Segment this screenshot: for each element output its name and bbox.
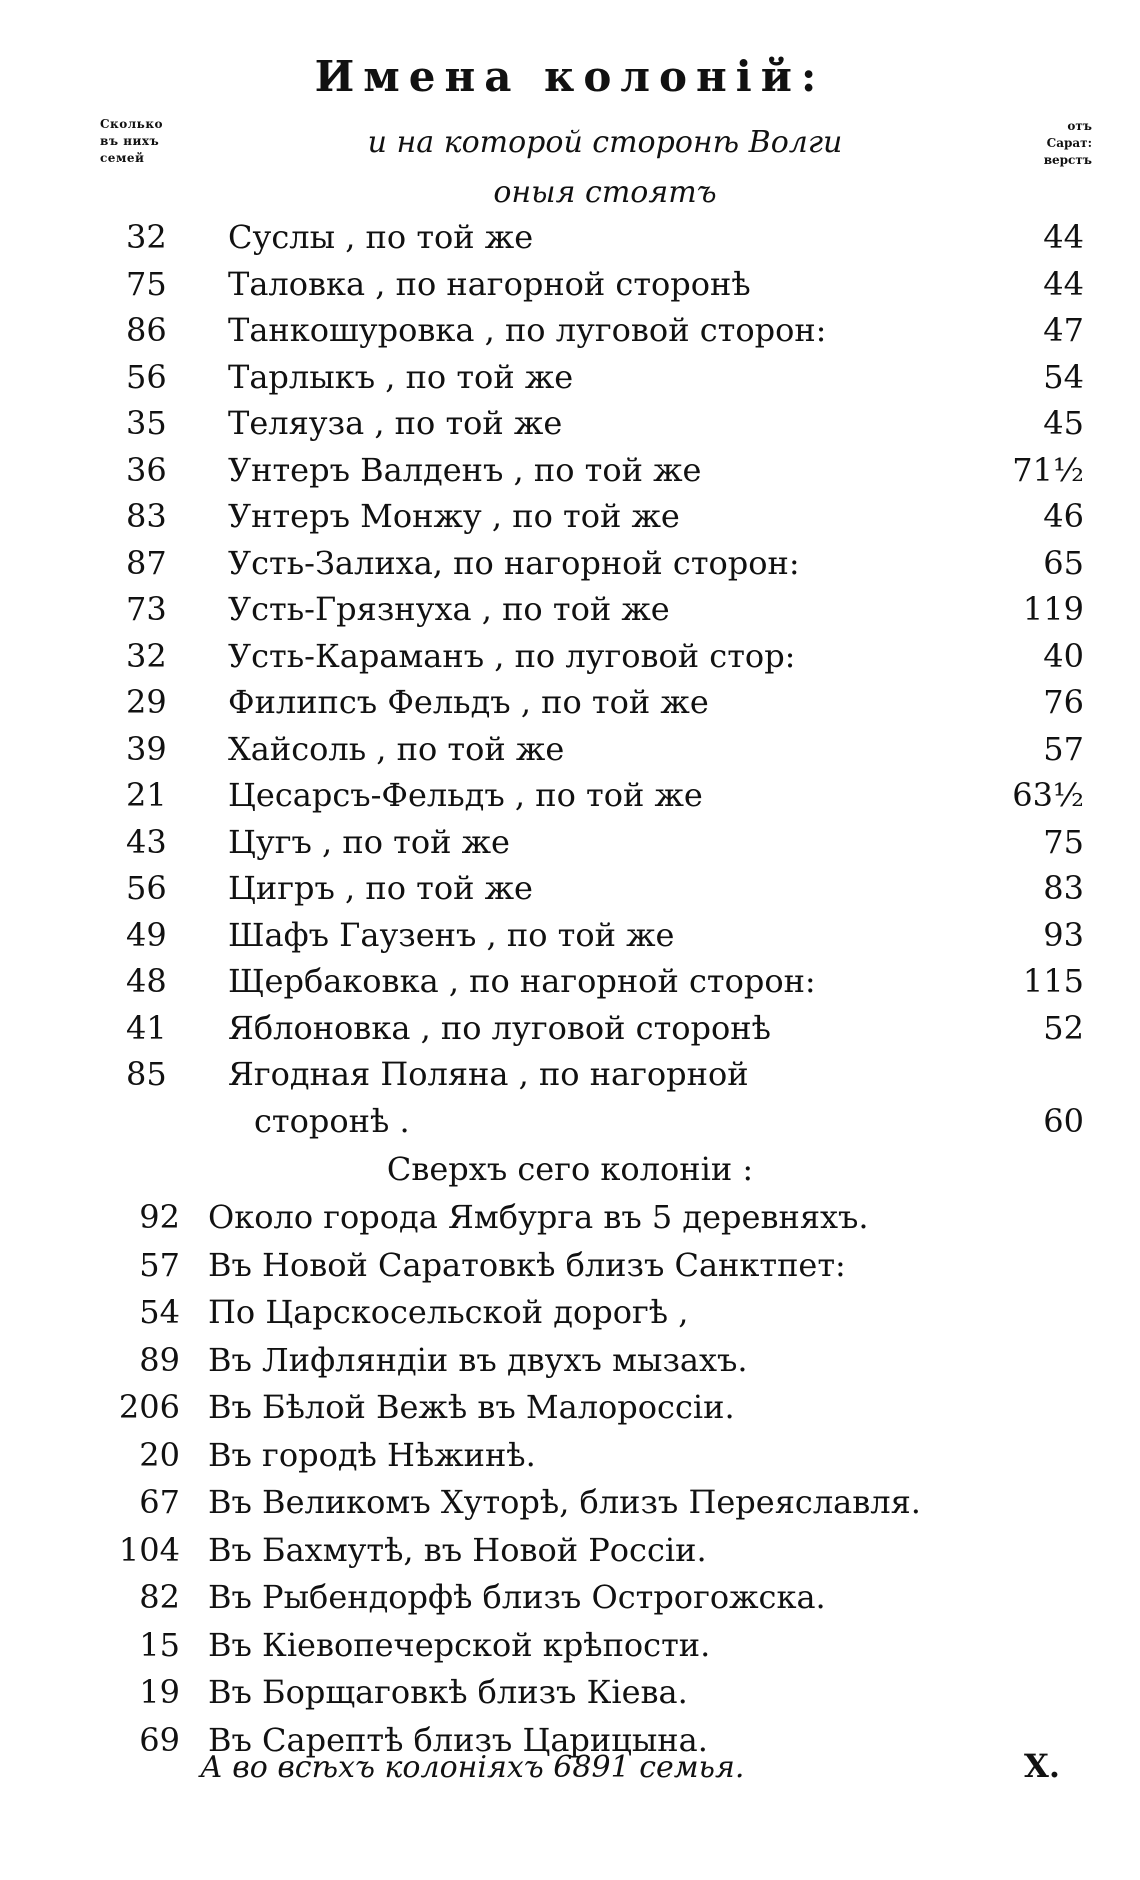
distance-value: 47 bbox=[1043, 311, 1084, 349]
colony-name: Теляуза , по той же bbox=[228, 404, 563, 442]
family-count: 67 bbox=[139, 1483, 180, 1521]
family-count: 104 bbox=[118, 1530, 180, 1569]
family-count: 21 bbox=[126, 776, 167, 814]
distance-value: 119 bbox=[1022, 590, 1084, 628]
table-row bbox=[0, 679, 1140, 726]
colony-name-continued: сторонѣ . bbox=[254, 1101, 410, 1140]
colony-name: Цигръ , по той же bbox=[228, 869, 533, 907]
colony-name: Усть-Залиха, по нагорной сторон: bbox=[228, 543, 800, 582]
family-count: 85 bbox=[126, 1055, 167, 1093]
colony-name: Цесарсъ-Фельдъ , по той же bbox=[228, 776, 703, 814]
family-count: 86 bbox=[126, 311, 167, 349]
location-text: Въ городѣ Нѣжинѣ. bbox=[208, 1435, 536, 1474]
family-count: 48 bbox=[126, 962, 167, 1000]
signature-mark: Х. bbox=[1024, 1747, 1060, 1785]
family-count: 82 bbox=[139, 1578, 180, 1616]
colony-name: Ягодная Поляна , по нагорной bbox=[228, 1055, 749, 1093]
family-count: 32 bbox=[126, 636, 167, 675]
family-count: 43 bbox=[126, 822, 167, 861]
family-count: 20 bbox=[139, 1435, 180, 1474]
table-row bbox=[0, 586, 1140, 633]
colony-name: Усть-Караманъ , по луговой стор: bbox=[228, 636, 796, 675]
distance-value: 83 bbox=[1043, 869, 1084, 907]
location-text: По Царскосельской дорогѣ , bbox=[208, 1293, 689, 1331]
colony-name: Цугъ , по той же bbox=[228, 822, 510, 861]
distance-value: 52 bbox=[1043, 1008, 1084, 1047]
table-row bbox=[0, 633, 1140, 680]
distance-value: 71½ bbox=[1012, 450, 1084, 489]
section-subheading: Сверхъ сего колонiи : bbox=[386, 1150, 754, 1188]
colony-name: Тарлыкъ , по той же bbox=[228, 357, 574, 396]
colony-name: Таловка , по нагорной сторонѣ bbox=[228, 264, 751, 303]
family-count: 54 bbox=[139, 1293, 180, 1331]
colony-name: Яблоновка , по луговой сторонѣ bbox=[228, 1008, 771, 1047]
list-item bbox=[0, 1527, 1140, 1575]
family-count: 73 bbox=[126, 590, 167, 628]
table-row bbox=[0, 447, 1140, 494]
colony-name: Суслы , по той же bbox=[228, 218, 534, 256]
family-count: 92 bbox=[139, 1198, 180, 1236]
location-text: Въ Бѣлой Вежѣ въ Малороссiи. bbox=[208, 1388, 735, 1426]
table-row bbox=[0, 912, 1140, 959]
names-column-header: и на которой сторонѣ Волги оныя стоятъ bbox=[367, 125, 843, 210]
families-column-header: Сколько въ нихъ семей bbox=[100, 117, 163, 165]
family-count: 29 bbox=[126, 683, 167, 721]
colony-name: Унтеръ Монжу , по той же bbox=[228, 497, 680, 535]
list-item bbox=[0, 1289, 1140, 1337]
colony-name: Шафъ Гаузенъ , по той же bbox=[228, 915, 675, 954]
location-text: Въ Великомъ Хуторѣ, близъ Переяславля. bbox=[208, 1483, 921, 1521]
table-row bbox=[0, 540, 1140, 587]
location-text: Въ Лифляндiи въ двухъ мызахъ. bbox=[208, 1340, 748, 1379]
table-row bbox=[0, 726, 1140, 773]
list-item bbox=[0, 1479, 1140, 1527]
table-row bbox=[0, 1005, 1140, 1052]
family-count: 206 bbox=[118, 1388, 180, 1426]
location-text: Въ Рыбендорфѣ близъ Острогожска. bbox=[208, 1578, 826, 1616]
colony-name: Танкошуровка , по луговой сторон: bbox=[228, 311, 827, 349]
distance-column-header: отъ Сарат: верстъ bbox=[1043, 119, 1092, 167]
family-count: 15 bbox=[139, 1625, 180, 1664]
location-text: Около города Ямбурга въ 5 деревняхъ. bbox=[208, 1198, 869, 1236]
table-row bbox=[0, 307, 1140, 354]
family-count: 49 bbox=[126, 915, 167, 954]
distance-value: 115 bbox=[1022, 962, 1084, 1000]
list-item bbox=[0, 1194, 1140, 1242]
list-item bbox=[0, 1574, 1140, 1622]
distance-value: 93 bbox=[1043, 915, 1084, 954]
table-row bbox=[0, 493, 1140, 540]
location-text: Въ Новой Саратовкѣ близъ Санктпет: bbox=[208, 1245, 846, 1284]
table-row bbox=[0, 400, 1140, 447]
total-families-line: А во всѣхъ колонiяхъ 6891 семья. bbox=[200, 1750, 745, 1785]
distance-value: 75 bbox=[1043, 822, 1084, 861]
list-item bbox=[0, 1384, 1140, 1432]
family-count: 19 bbox=[139, 1673, 180, 1711]
distance-value: 54 bbox=[1043, 357, 1084, 396]
family-count: 89 bbox=[139, 1340, 180, 1379]
colony-name: Унтеръ Валденъ , по той же bbox=[228, 450, 702, 489]
location-text: Въ Борщаговкѣ близъ Кiева. bbox=[208, 1673, 688, 1711]
distance-value: 40 bbox=[1043, 636, 1084, 675]
distance-value: 76 bbox=[1043, 683, 1084, 721]
table-row bbox=[0, 772, 1140, 819]
list-item bbox=[0, 1337, 1140, 1385]
table-row bbox=[0, 958, 1140, 1005]
table-row bbox=[0, 1051, 1140, 1098]
table-row bbox=[0, 354, 1140, 401]
distance-value: 63½ bbox=[1012, 776, 1084, 814]
family-count: 56 bbox=[126, 357, 167, 396]
family-count: 35 bbox=[126, 404, 167, 442]
distance-value: 46 bbox=[1043, 497, 1084, 535]
distance-value: 45 bbox=[1043, 404, 1084, 442]
list-item bbox=[0, 1669, 1140, 1717]
family-count: 87 bbox=[126, 543, 167, 582]
location-text: Въ Бахмутѣ, въ Новой Россiи. bbox=[208, 1530, 707, 1569]
list-item bbox=[0, 1242, 1140, 1290]
distance-value: 65 bbox=[1043, 543, 1084, 582]
table-row bbox=[0, 865, 1140, 912]
colony-name: Хайсоль , по той же bbox=[228, 729, 565, 768]
list-item bbox=[0, 1622, 1140, 1670]
family-count: 36 bbox=[126, 450, 167, 489]
distance-value: 44 bbox=[1043, 264, 1084, 303]
family-count: 41 bbox=[126, 1008, 167, 1047]
table-row bbox=[0, 214, 1140, 261]
family-count: 75 bbox=[126, 264, 167, 303]
distance-value: 60 bbox=[1043, 1101, 1084, 1140]
location-text: Въ Кiевопечерской крѣпости. bbox=[208, 1625, 711, 1664]
location-text: Въ Сарептѣ близъ Царицына. bbox=[208, 1720, 708, 1759]
table-row-continuation bbox=[0, 1098, 1140, 1145]
family-count: 32 bbox=[126, 218, 167, 256]
family-count: 39 bbox=[126, 729, 167, 768]
list-item bbox=[0, 1432, 1140, 1480]
colony-name: Щербаковка , по нагорной сторон: bbox=[228, 962, 816, 1000]
colony-name: Филипсъ Фельдъ , по той же bbox=[228, 683, 709, 721]
colony-table bbox=[0, 214, 1140, 1144]
family-count: 69 bbox=[139, 1720, 180, 1759]
page-title: Имена колонiй: bbox=[314, 52, 826, 101]
distance-value: 44 bbox=[1043, 218, 1084, 256]
family-count: 57 bbox=[139, 1245, 180, 1284]
table-row bbox=[0, 261, 1140, 308]
family-count: 56 bbox=[126, 869, 167, 907]
colony-name: Усть-Грязнуха , по той же bbox=[228, 590, 670, 628]
distance-value: 57 bbox=[1043, 729, 1084, 768]
table-row bbox=[0, 819, 1140, 866]
family-count: 83 bbox=[126, 497, 167, 535]
additional-colonies-list bbox=[0, 1194, 1140, 1764]
